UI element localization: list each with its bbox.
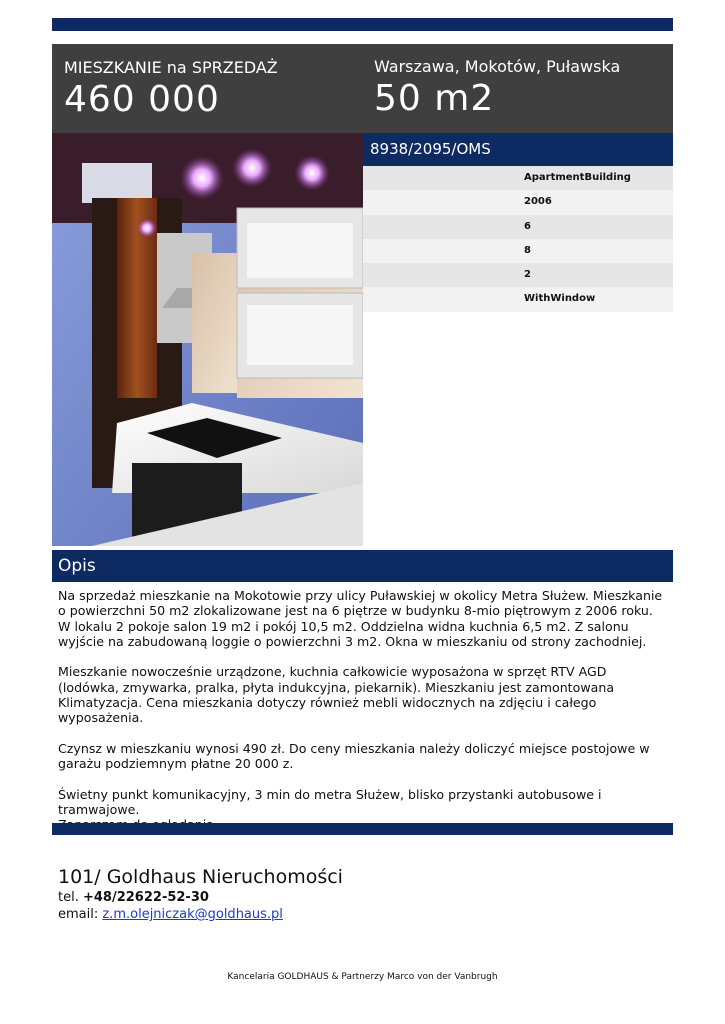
- footer-text: Kancelaria GOLDHAUS & Partnerzy Marco von der Vanbrugh: [227, 972, 498, 982]
- property-floors-total: 8: [363, 239, 673, 263]
- property-year: 2006: [363, 190, 673, 214]
- email-label: email:: [58, 907, 99, 922]
- property-floor: 6: [363, 215, 673, 239]
- agent-email-link[interactable]: z.m.olejniczak@goldhaus.pl: [102, 907, 283, 922]
- listing-type: MIESZKANIE na SPRZEDAŻ: [64, 58, 278, 77]
- header-left: [64, 58, 278, 122]
- properties-table: [363, 166, 673, 312]
- description-heading: Opis: [52, 550, 673, 582]
- reference-number: 8938/2095/OMS: [363, 133, 673, 166]
- description-paragraph: Świetny punkt komunikacyjny, 3 min do metra Służew, blisko przystanki autobusowe i tramwajowe.: [58, 786, 602, 818]
- agent-email-line: [58, 906, 668, 923]
- agent-phone-line: [58, 889, 668, 906]
- kitchen-photo: [52, 133, 363, 546]
- top-bar: [52, 18, 673, 31]
- listing-header: [52, 44, 673, 133]
- description-paragraph: Na sprzedaż mieszkanie na Mokotowie przy ulicy Puławskiej w okolicy Metra Służew. Mieszkanie o powierzchni 50 m2 zlokalizowane jest na 6 piętrze w budynku 8-mio piętrowym z 2006 roku. W lokalu 2 pokoje salon 19 m2 i pokój 10,5 m2. Oddzielna widna kuchnia 6,5 m2. Z salonu wyjście na zabudowaną loggie o powierzchni 3 m2. Okna w mieszkaniu od strony zachodniej.: [58, 588, 663, 649]
- agent-phone: +48/22622-52-30: [82, 890, 209, 905]
- description-paragraph: Czynsz w mieszkaniu wynosi 490 zł. Do ceny mieszkania należy doliczyć miejsce postojowe w garażu podziemnym płatne 20 000 z.: [58, 740, 650, 772]
- agent-contact: [58, 866, 668, 923]
- listing-price: 460 000: [64, 79, 220, 120]
- bottom-bar: [52, 823, 673, 835]
- description-body: [58, 588, 668, 833]
- property-building-type: ApartmentBuilding: [363, 166, 673, 190]
- property-rooms: 2: [363, 263, 673, 287]
- description-paragraph: Mieszkanie nowocześnie urządzone, kuchnia całkowicie wyposażona w sprzęt RTV AGD (lodówka, zmywarka, pralka, płyta indukcyjna, piekarnik). Mieszkaniu jest zamontowana Klimatyzacja. Cena mieszkania dotyczy również mebli widocznych na zdjęciu i całego wyposażenia.: [58, 664, 615, 726]
- header-right: [374, 57, 620, 121]
- listing-location: Warszawa, Mokotów, Puławska: [374, 57, 621, 76]
- listing-area: 50 m2: [374, 78, 495, 119]
- phone-label: tel.: [58, 890, 79, 905]
- agent-name: 101/ Goldhaus Nieruchomości: [58, 866, 343, 888]
- property-kitchen-type: WithWindow: [363, 287, 673, 311]
